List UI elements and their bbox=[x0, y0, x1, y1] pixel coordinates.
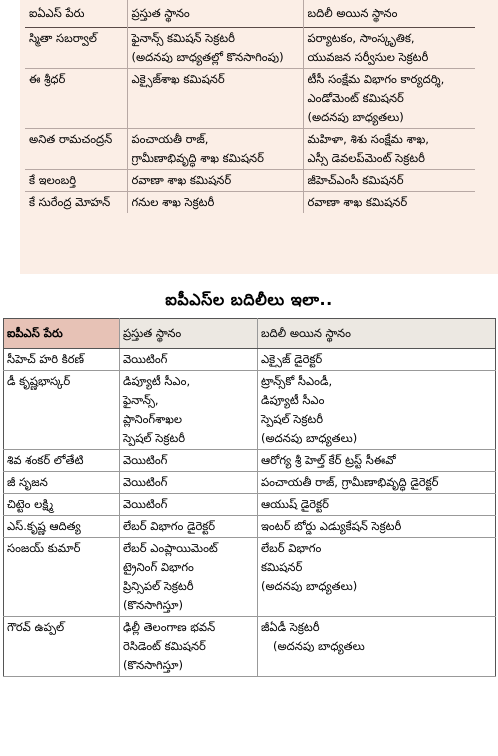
ias-officer-name: స్మితా సబర్వాల్ bbox=[25, 28, 127, 69]
ias-transfer-post bbox=[303, 69, 475, 129]
ips-table-row bbox=[4, 450, 496, 472]
ips-officer-name: డీ కృష్ణభాస్కర్ bbox=[4, 371, 120, 450]
ias-current-post bbox=[127, 192, 303, 214]
ias-current-post-line: రవాణా శాఖ కమిషనర్ bbox=[131, 173, 232, 187]
ips-current-post-line: ప్రిన్సిపల్ సెక్రటరీ bbox=[123, 579, 194, 593]
ias-transfer-post-line: పర్యాటకం, సాంస్కృతిక, bbox=[307, 31, 415, 45]
ips-current-post bbox=[120, 371, 258, 450]
ips-table-row bbox=[4, 472, 496, 494]
ips-current-post-line: వెయిటింగ్ bbox=[123, 453, 168, 467]
ias-transfer-post bbox=[303, 170, 475, 192]
ias-transfer-post bbox=[303, 129, 475, 170]
ips-current-post-line: లేబర్ ఎంప్లాయిమెంట్ bbox=[123, 541, 218, 555]
ias-table-row bbox=[25, 170, 475, 192]
ips-transfer-post-line: పంచాయతీ రాజ్, గ్రామీణాభివృద్ధి డైరెక్టర్ bbox=[261, 475, 439, 489]
ips-current-post bbox=[120, 472, 258, 494]
ips-transfer-post bbox=[258, 516, 496, 538]
ips-transfer-post bbox=[258, 538, 496, 617]
ips-officer-name: ఎస్.కృష్ణ ఆదిత్య bbox=[4, 516, 120, 538]
ips-transfer-post-line: (అదనపు బాధ్యతలు) bbox=[261, 431, 358, 445]
ips-table-row bbox=[4, 538, 496, 617]
ips-current-post-line: వెయిటింగ్ bbox=[123, 475, 168, 489]
ias-current-post bbox=[127, 28, 303, 69]
ips-section-title: ఐపీఎస్‌ల బదిలీలు ఇలా.. bbox=[165, 290, 333, 309]
ips-officer-name: సీహెచ్ హరి కిరణ్ bbox=[4, 349, 120, 371]
ias-officer-name: ఈ శ్రీధర్ bbox=[25, 69, 127, 129]
ias-table-row bbox=[25, 192, 475, 214]
ips-current-post-line: డిప్యూటీ సీఎం, bbox=[123, 374, 191, 388]
ips-transfers-table bbox=[3, 318, 496, 677]
ips-current-post-line: లేబర్ విభాగం డైరెక్టర్ bbox=[123, 519, 216, 533]
ias-officer-name: అనిత రామచంద్రన్ bbox=[25, 129, 127, 170]
ias-transfer-post-line: రవాణా శాఖ కమిషనర్ bbox=[307, 195, 408, 209]
ias-table-body bbox=[25, 28, 475, 214]
ips-transfer-post bbox=[258, 494, 496, 516]
ips-current-post bbox=[120, 450, 258, 472]
ias-current-post-line: గ్రామీణాభివృద్ధి శాఖ కమిషనర్ bbox=[131, 151, 264, 165]
ias-header-name: ఐఏఎస్ పేరు bbox=[25, 0, 127, 28]
ips-officer-name: చిట్టెం లక్ష్మి bbox=[4, 494, 120, 516]
ips-transfer-post-line: ఇంటర్ బోర్డు ఎడ్యుకేషన్ సెక్రటరీ bbox=[261, 519, 402, 533]
ips-transfer-post-line: ఆరోగ్య శ్రీ హెల్త్ కేర్ ట్రస్ట్ సీఈవో bbox=[261, 453, 396, 467]
ias-current-post-line: గనుల శాఖ సెక్రటరీ bbox=[131, 195, 215, 209]
ias-transfer-post-line: జీహెచ్ఎంసీ కమిషనర్ bbox=[307, 173, 404, 187]
ips-transfer-post-line: లేబర్ విభాగం bbox=[261, 541, 322, 555]
ips-table-row bbox=[4, 371, 496, 450]
ips-current-post-line: (కొనసాగిస్తూ) bbox=[123, 598, 183, 612]
ias-table-row bbox=[25, 69, 475, 129]
ips-current-post bbox=[120, 516, 258, 538]
ips-transfer-post bbox=[258, 349, 496, 371]
ips-current-post-line: ఫైనాన్స్, bbox=[123, 393, 159, 407]
ias-current-post-line: పంచాయతీ రాజ్, bbox=[131, 132, 209, 146]
ips-transfer-post-line: ట్రాన్స్‌కో సీఎండీ, bbox=[261, 374, 333, 388]
ips-header-transfer: బదిలీ అయిన స్థానం bbox=[258, 319, 496, 349]
ips-transfer-post-line: కమిషనర్ bbox=[261, 560, 303, 574]
ias-header-transfer: బదిలీ అయిన స్థానం bbox=[307, 6, 398, 20]
ips-current-post-line: వెయిటింగ్ bbox=[123, 497, 168, 511]
ips-transfers-panel bbox=[0, 282, 498, 756]
ias-current-post-line: ఫైనాన్స్ కమిషన్ సెక్రటరీ bbox=[131, 31, 235, 45]
ips-current-post-line: స్పెషల్ సెక్రటరీ bbox=[123, 431, 186, 445]
ips-table-body bbox=[4, 349, 496, 677]
ips-header-name: ఐపీఎస్ పేరు bbox=[4, 319, 120, 349]
ips-transfer-post bbox=[258, 472, 496, 494]
ips-officer-name: గౌరవ్ ఉప్పల్ bbox=[4, 617, 120, 677]
ips-table-row bbox=[4, 516, 496, 538]
ias-header-current: ప్రస్తుత స్థానం bbox=[127, 0, 303, 28]
ias-table-header-row bbox=[25, 0, 475, 28]
ias-officer-name: కే ఇలంబర్తి bbox=[25, 170, 127, 192]
ias-transfer-post-line: ఎండోమెంట్ కమిషనర్ bbox=[307, 91, 404, 105]
ias-transfer-post-line: (అదనపు బాధ్యతలు) bbox=[307, 110, 404, 124]
ips-transfer-post-line: ఆయుష్ డైరెక్టర్ bbox=[261, 497, 329, 511]
ias-current-post bbox=[127, 69, 303, 129]
ips-current-post bbox=[120, 349, 258, 371]
ips-officer-name: జీ సృజన bbox=[4, 472, 120, 494]
ips-current-post bbox=[120, 494, 258, 516]
ips-current-post-line: రెసిడెంట్ కమిషనర్ bbox=[123, 639, 206, 653]
ips-current-post-line: ఢిల్లీ తెలంగాణ భవన్ bbox=[123, 620, 216, 634]
ips-header-current: ప్రస్తుత స్థానం bbox=[120, 319, 258, 349]
ips-transfer-post bbox=[258, 371, 496, 450]
ips-table-header-row bbox=[4, 319, 496, 349]
ips-current-post-line: ప్లానింగ్‌శాఖల bbox=[123, 412, 183, 426]
ias-transfer-post-line: యువజన సర్వీసుల సెక్రటరీ bbox=[307, 50, 429, 64]
ips-transfer-post-line: (అదనపు బాధ్యతలు) bbox=[261, 579, 358, 593]
ias-transfer-post bbox=[303, 192, 475, 214]
ips-current-post bbox=[120, 538, 258, 617]
ips-table-row bbox=[4, 494, 496, 516]
ias-current-post bbox=[127, 170, 303, 192]
ips-transfer-post-line: జీఏడీ సెక్రటరీ bbox=[261, 620, 320, 634]
ips-transfer-post bbox=[258, 450, 496, 472]
ias-table-row bbox=[25, 28, 475, 69]
ips-table-row bbox=[4, 349, 496, 371]
ips-transfer-post bbox=[258, 617, 496, 677]
ias-current-post-line: (అదనపు బాధ్యతల్లో కొనసాగింపు) bbox=[131, 50, 284, 64]
ips-transfer-post-line: స్పెషల్ సెక్రటరీ bbox=[261, 412, 324, 426]
ips-officer-name: సంజయ్ కుమార్ bbox=[4, 538, 120, 617]
ias-transfer-post-line: టీసీ సంక్షేమ విభాగం కార్యదర్శి, bbox=[307, 72, 445, 86]
ips-current-post bbox=[120, 617, 258, 677]
ias-transfers-panel bbox=[20, 0, 498, 274]
ias-transfer-post bbox=[303, 28, 475, 69]
ias-transfer-post-line: ఎస్సీ డెవలప్‌మెంట్ సెక్రటరీ bbox=[307, 151, 425, 165]
ips-current-post-line: ట్రైనింగ్ విభాగం bbox=[123, 560, 194, 574]
ips-transfer-post-line: ఎక్సైజ్ డైరెక్టర్ bbox=[261, 352, 323, 366]
ips-table-row bbox=[4, 617, 496, 677]
ias-table-row bbox=[25, 129, 475, 170]
ias-current-post-line: ఎక్సైజ్‌శాఖ కమిషనర్ bbox=[131, 72, 225, 86]
ias-transfers-table bbox=[25, 0, 475, 213]
ias-transfer-post-line: మహిళా, శిశు సంక్షేమ శాఖ, bbox=[307, 132, 429, 146]
ips-officer-name: శివ శంకర్ లోతేటి bbox=[4, 450, 120, 472]
ips-transfer-post-line: డిప్యూటీ సీఎం bbox=[261, 393, 325, 407]
ips-current-post-line: వెయిటింగ్ bbox=[123, 352, 168, 366]
ips-transfer-post-line: (అదనపు బాధ్యతలు bbox=[273, 639, 365, 653]
ias-officer-name: కే సురేంద్ర మోహన్ bbox=[25, 192, 127, 214]
ias-current-post bbox=[127, 129, 303, 170]
ips-current-post-line: (కొనసాగిస్తూ) bbox=[123, 658, 183, 672]
